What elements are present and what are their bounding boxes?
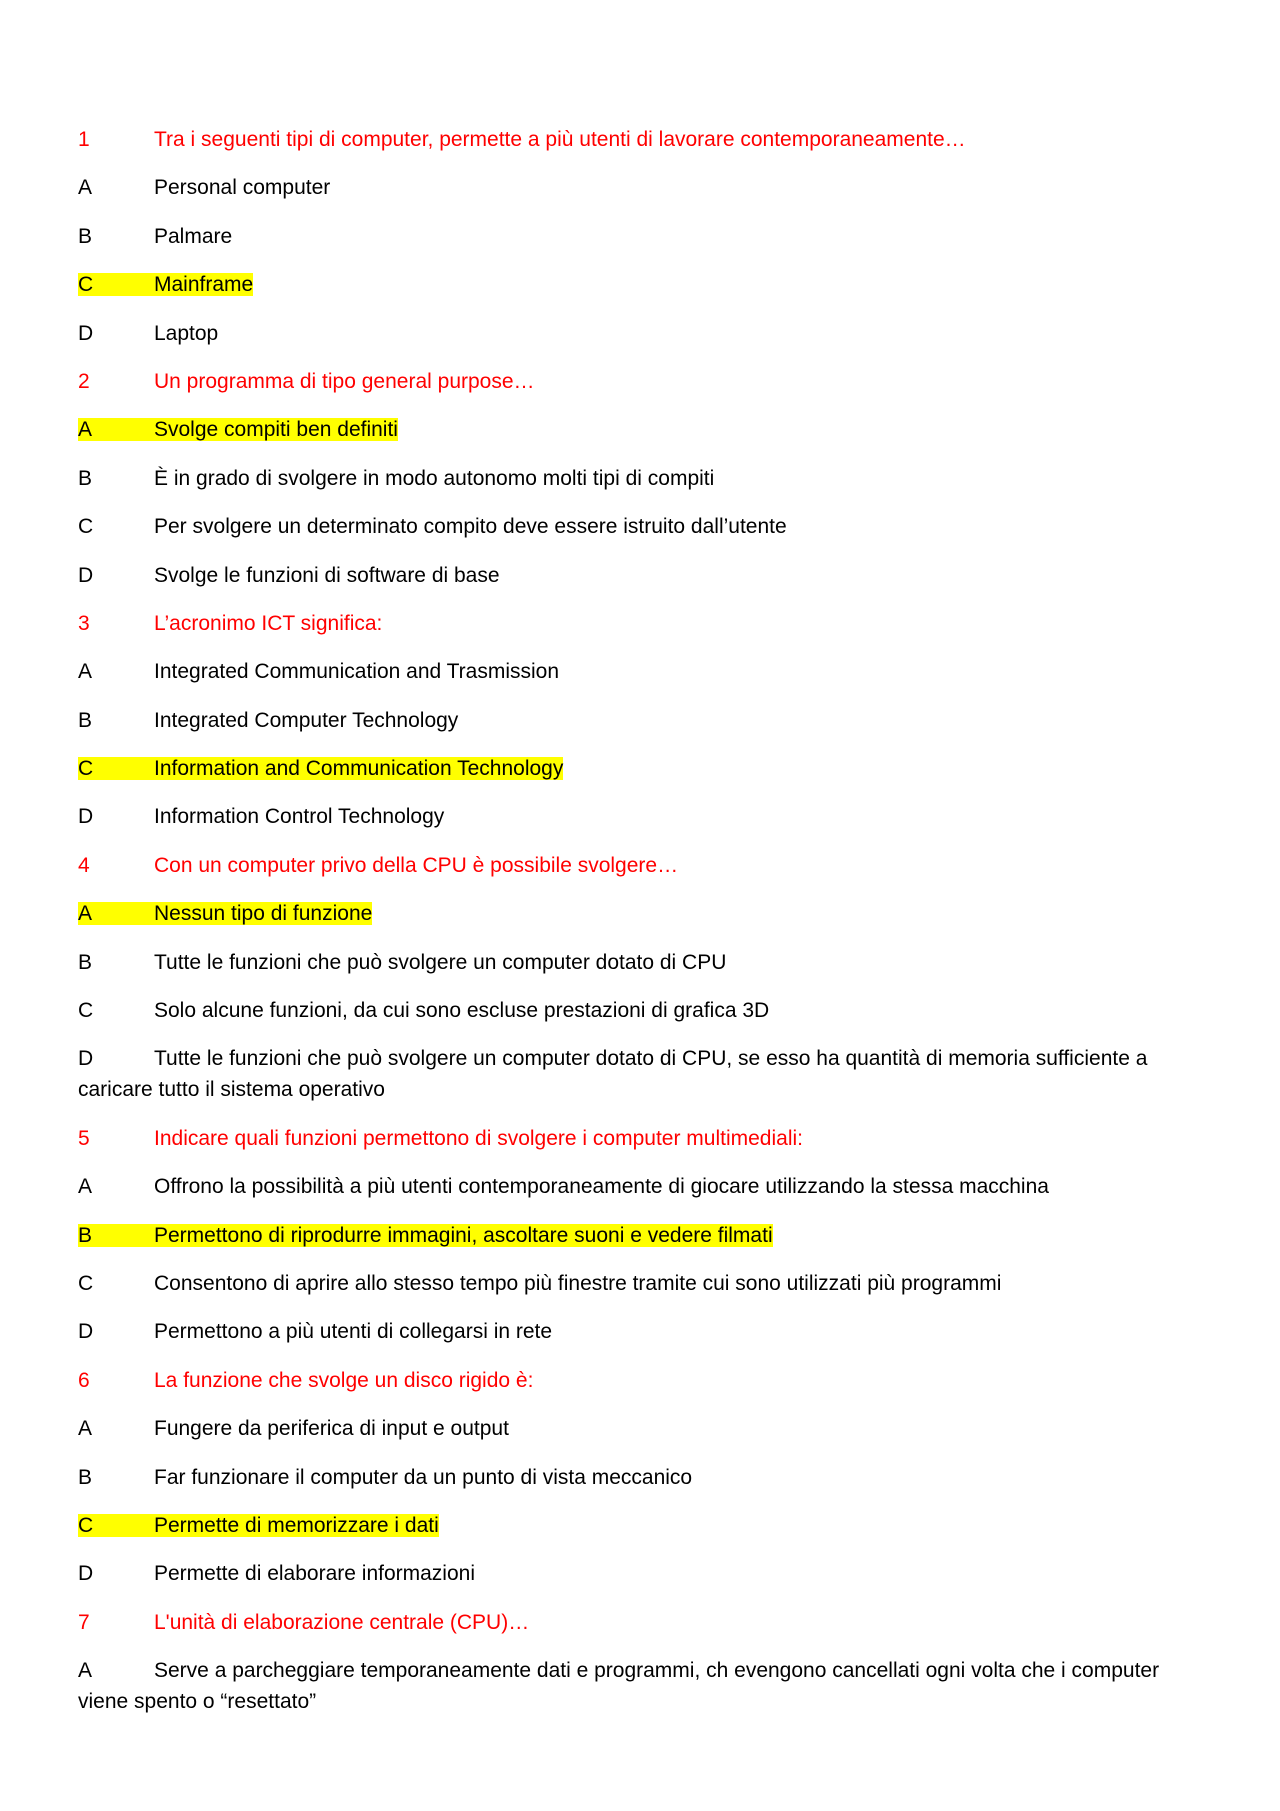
option-letter: D: [78, 563, 94, 587]
option-letter: A: [78, 176, 93, 200]
correct-answer-highlight: [78, 418, 398, 441]
option-text: Svolge compiti ben definiti: [154, 418, 398, 442]
question-number: 2: [78, 369, 90, 393]
question-6: [78, 1365, 1202, 1396]
option-letter: B: [78, 950, 93, 974]
option-1d: [78, 318, 1202, 349]
option-2d: [78, 560, 1202, 591]
option-text: Permettono di riprodurre immagini, ascoltare suoni e vedere filmati: [154, 1223, 773, 1247]
option-letter: C: [78, 999, 94, 1023]
option-5c: [78, 1268, 1202, 1299]
question-text: Con un computer privo della CPU è possibile svolgere…: [154, 853, 679, 877]
question-2: [78, 366, 1202, 397]
question-5: [78, 1123, 1202, 1154]
option-text: Svolge le funzioni di software di base: [154, 563, 500, 587]
option-6d: [78, 1558, 1202, 1589]
option-5b-correct: [78, 1220, 1202, 1251]
option-6a: [78, 1413, 1202, 1444]
option-text: Permette di memorizzare i dati: [154, 1513, 439, 1537]
option-6c-correct: [78, 1510, 1202, 1541]
quiz-document: [78, 124, 1202, 1735]
option-3b: [78, 705, 1202, 736]
option-letter: B: [78, 224, 93, 248]
correct-answer-highlight: [78, 902, 372, 925]
option-letter: A: [78, 660, 93, 684]
option-text: Information Control Technology: [154, 805, 445, 829]
option-text: Permettono a più utenti di collegarsi in rete: [154, 1320, 553, 1344]
option-4d: [78, 1043, 1202, 1105]
correct-answer-highlight: [78, 757, 563, 780]
option-letter: B: [78, 708, 93, 732]
option-6b: [78, 1462, 1202, 1493]
option-letter: A: [78, 1659, 93, 1683]
option-text: Laptop: [154, 321, 219, 345]
option-text: Personal computer: [154, 176, 331, 200]
option-3c-correct: [78, 753, 1202, 784]
option-letter: D: [78, 1320, 94, 1344]
question-number: 3: [78, 611, 90, 635]
option-2a-correct: [78, 414, 1202, 445]
correct-answer-highlight: [78, 1224, 773, 1247]
option-text: È in grado di svolgere in modo autonomo molti tipi di compiti: [154, 466, 715, 490]
question-text: La funzione che svolge un disco rigido è:: [154, 1368, 534, 1392]
option-2b: [78, 463, 1202, 494]
option-letter: C: [78, 1271, 94, 1295]
option-text: Fungere da periferica di input e output: [154, 1417, 509, 1441]
option-text: Tutte le funzioni che può svolgere un computer dotato di CPU, se esso ha quantità di memoria sufficiente a caricare tutto il sistema operativo: [78, 1047, 1148, 1102]
option-text: Information and Communication Technology: [154, 757, 564, 781]
correct-answer-highlight: [78, 273, 253, 296]
option-text: Integrated Communication and Trasmission: [154, 660, 560, 684]
question-number: 7: [78, 1610, 90, 1634]
question-7: [78, 1607, 1202, 1638]
question-number: 5: [78, 1126, 90, 1150]
option-text: Per svolgere un determinato compito deve essere istruito dall’utente: [154, 515, 787, 539]
option-letter: C: [78, 757, 94, 781]
option-letter: A: [78, 1175, 93, 1199]
question-1: [78, 124, 1202, 155]
option-7a: [78, 1655, 1202, 1717]
option-letter: D: [78, 1562, 94, 1586]
option-letter: B: [78, 1465, 93, 1489]
option-2c: [78, 511, 1202, 542]
option-1a: [78, 172, 1202, 203]
option-text: Solo alcune funzioni, da cui sono escluse prestazioni di grafica 3D: [154, 999, 770, 1023]
option-text: Consentono di aprire allo stesso tempo più finestre tramite cui sono utilizzati più programmi: [154, 1271, 1002, 1295]
question-text: Un programma di tipo general purpose…: [154, 369, 535, 393]
option-letter: D: [78, 805, 94, 829]
option-3a: [78, 656, 1202, 687]
option-4c: [78, 995, 1202, 1026]
option-text: Palmare: [154, 224, 233, 248]
option-5d: [78, 1316, 1202, 1347]
option-5a: [78, 1171, 1202, 1202]
option-text: Integrated Computer Technology: [154, 708, 459, 732]
option-letter: D: [78, 1047, 94, 1071]
option-text: Serve a parcheggiare temporaneamente dati e programmi, ch evengono cancellati ogni volta che i computer viene spento o “resettato”: [78, 1659, 1160, 1714]
option-text: Mainframe: [154, 273, 254, 297]
option-letter: A: [78, 902, 93, 926]
option-letter: A: [78, 1417, 93, 1441]
question-text: Indicare quali funzioni permettono di svolgere i computer multimediali:: [154, 1126, 803, 1150]
option-letter: C: [78, 1513, 94, 1537]
option-letter: C: [78, 273, 94, 297]
correct-answer-highlight: [78, 1514, 439, 1537]
option-text: Nessun tipo di funzione: [154, 902, 373, 926]
question-4: [78, 850, 1202, 881]
option-text: Far funzionare il computer da un punto di vista meccanico: [154, 1465, 693, 1489]
option-4b: [78, 947, 1202, 978]
option-1b: [78, 221, 1202, 252]
question-text: Tra i seguenti tipi di computer, permette a più utenti di lavorare contemporaneamente…: [154, 128, 966, 151]
option-letter: C: [78, 515, 94, 539]
option-letter: D: [78, 321, 94, 345]
option-text: Offrono la possibilità a più utenti contemporaneamente di giocare utilizzando la stessa macchina: [154, 1175, 1049, 1199]
question-3: [78, 608, 1202, 639]
option-letter: A: [78, 418, 93, 442]
question-number: 4: [78, 853, 90, 877]
question-number: 6: [78, 1368, 90, 1392]
option-letter: B: [78, 1223, 93, 1247]
option-4a-correct: [78, 898, 1202, 929]
option-text: Tutte le funzioni che può svolgere un computer dotato di CPU: [154, 950, 727, 974]
option-1c-correct: [78, 269, 1202, 300]
option-letter: B: [78, 466, 93, 490]
question-number: 1: [78, 128, 90, 151]
option-3d: [78, 801, 1202, 832]
question-text: L’acronimo ICT significa:: [154, 611, 383, 635]
option-text: Permette di elaborare informazioni: [154, 1562, 475, 1586]
question-text: L'unità di elaborazione centrale (CPU)…: [154, 1610, 530, 1634]
